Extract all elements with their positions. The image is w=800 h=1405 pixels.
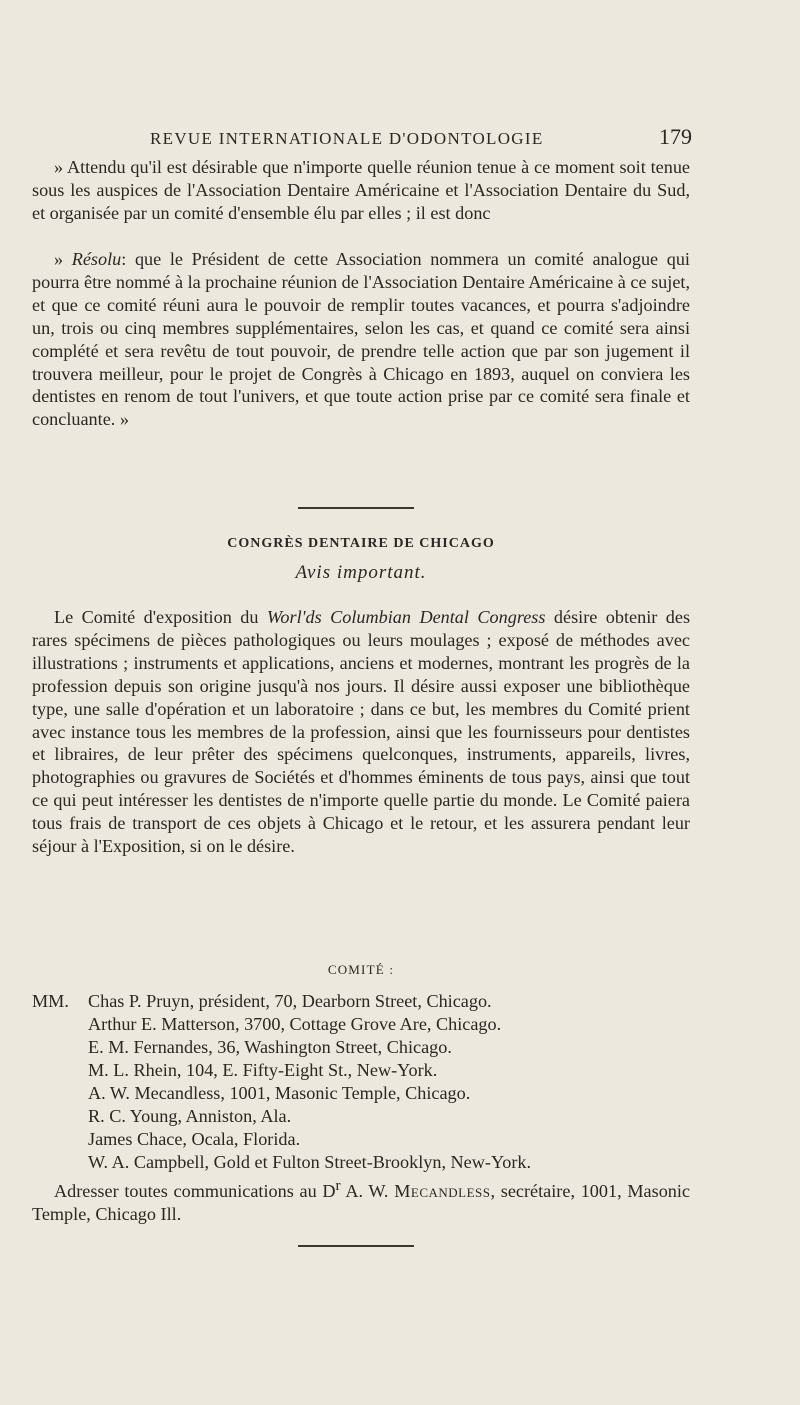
section-divider — [298, 507, 414, 509]
end-divider — [298, 1245, 414, 1247]
page-number: 179 — [659, 124, 692, 149]
committee-member: W. A. Campbell, Gold et Fulton Street-Brooklyn, New-York. — [88, 1152, 532, 1172]
committee-member: Chas P. Pruyn, président, 70, Dearborn Street, Chicago. — [88, 991, 492, 1011]
committee-member: E. M. Fernandes, 36, Washington Street, Chicago. — [88, 1037, 452, 1057]
committee-member: R. C. Young, Anniston, Ala. — [88, 1106, 292, 1126]
committee-member: James Chace, Ocala, Florida. — [88, 1129, 301, 1149]
secretary-name: Mecandless — [394, 1181, 491, 1202]
closing-initials: A. W. — [345, 1181, 389, 1202]
section-subtitle: Avis important. — [295, 562, 427, 583]
closing-text-end: , secrétaire, 1001, Masonic Temple, Chicago Ill. — [32, 1181, 691, 1224]
paragraph-resolu — [32, 248, 690, 431]
list-item — [32, 1036, 712, 1059]
committee-member: M. L. Rhein, 104, E. Fifty-Eight St., New-York. — [88, 1060, 438, 1080]
list-item — [32, 1013, 712, 1036]
resolu-word: Résolu — [71, 249, 122, 269]
closing-text-start: Adresser toutes communications au D — [54, 1181, 336, 1202]
paragraph-attendu — [32, 156, 690, 225]
list-item — [32, 990, 712, 1013]
committee-title: COMITÉ : — [327, 962, 395, 977]
list-item — [32, 1128, 712, 1151]
list-item — [32, 1105, 712, 1128]
committee-prefix: MM. — [32, 991, 69, 1011]
quote-mark: » — [54, 157, 64, 177]
list-item — [32, 1082, 712, 1105]
paragraph-resolu-text: : que le Président de cette Association nommera un comité analogue qui pourra être nommé à la prochaine réunion de l'Association Dentaire Américaine à ce sujet, et que ce comité réuni aura le pouvoir de remplir toutes vacances, et pourra s'adjoindre un, trois ou cinq membres supplémentaires, selon les cas, et quand ce comité sera ainsi complété et sera revêtu de tout pouvoir, de prendre telle action que par son jugement il trouvera meilleur, pour le projet de Congrès à Chicago en 1893, auquel on conviera les dentistes en renom de tout l'univers, et que toute action prise par ce comité sera finale et concluante. » — [32, 249, 690, 430]
list-item — [32, 1151, 712, 1174]
committee-list — [32, 990, 712, 1174]
committee-member: Arthur E. Matterson, 3700, Cottage Grove Are, Chicago. — [88, 1014, 502, 1034]
avis-text: désire obtenir des rares spécimens de pièces pathologiques ou leurs moulages ; exposé de méthodes avec illustrations ; instruments et applications, anciens et modernes, montrant les progrès de la profession depuis son origine jusqu'à nos jours. Il désire aussi exposer une bibliothèque type, une salle d'opération et un laboratoire ; dans ce but, les membres du Comité prient avec instance tous les membres de la profession, ainsi que les fournisseurs pour dentistes et libraires, de leur prêter des spécimens quelconques, instruments, appareils, livres, photographies ou gravures de Sociétés et d'hommes éminents de tous pays, ainsi que tout ce qui peut intéresser les dentistes de n'importe quelle partie du monde. Le Comité paiera tous frais de transport de ces objets à Chicago et le retour, et les assurera pendant leur séjour à l'Exposition, si on le désire. — [32, 607, 691, 857]
running-header — [150, 124, 692, 150]
congress-name: Worl'ds Columbian Dental Congress — [266, 607, 546, 627]
list-item — [32, 1059, 712, 1082]
journal-title: REVUE INTERNATIONALE D'ODONTOLOGIE — [150, 129, 544, 148]
section-title: CONGRÈS DENTAIRE DE CHICAGO — [227, 536, 495, 551]
doctor-abbrev: r — [335, 1177, 341, 1194]
paragraph-avis — [32, 606, 690, 858]
avis-text-start: Le Comité d'exposition du — [54, 607, 259, 627]
paragraph-adresser — [32, 1175, 690, 1226]
committee-member: A. W. Mecandless, 1001, Masonic Temple, Chicago. — [88, 1083, 471, 1103]
paragraph-attendu-text: Attendu qu'il est désirable que n'importe quelle réunion tenue à ce moment soit tenue sous les auspices de l'Association Dentaire Américaine et l'Association Dentaire du Sud, et organisée par un comité d'ensemble élu par elles ; il est donc — [32, 157, 690, 223]
quote-mark: » — [54, 249, 64, 269]
